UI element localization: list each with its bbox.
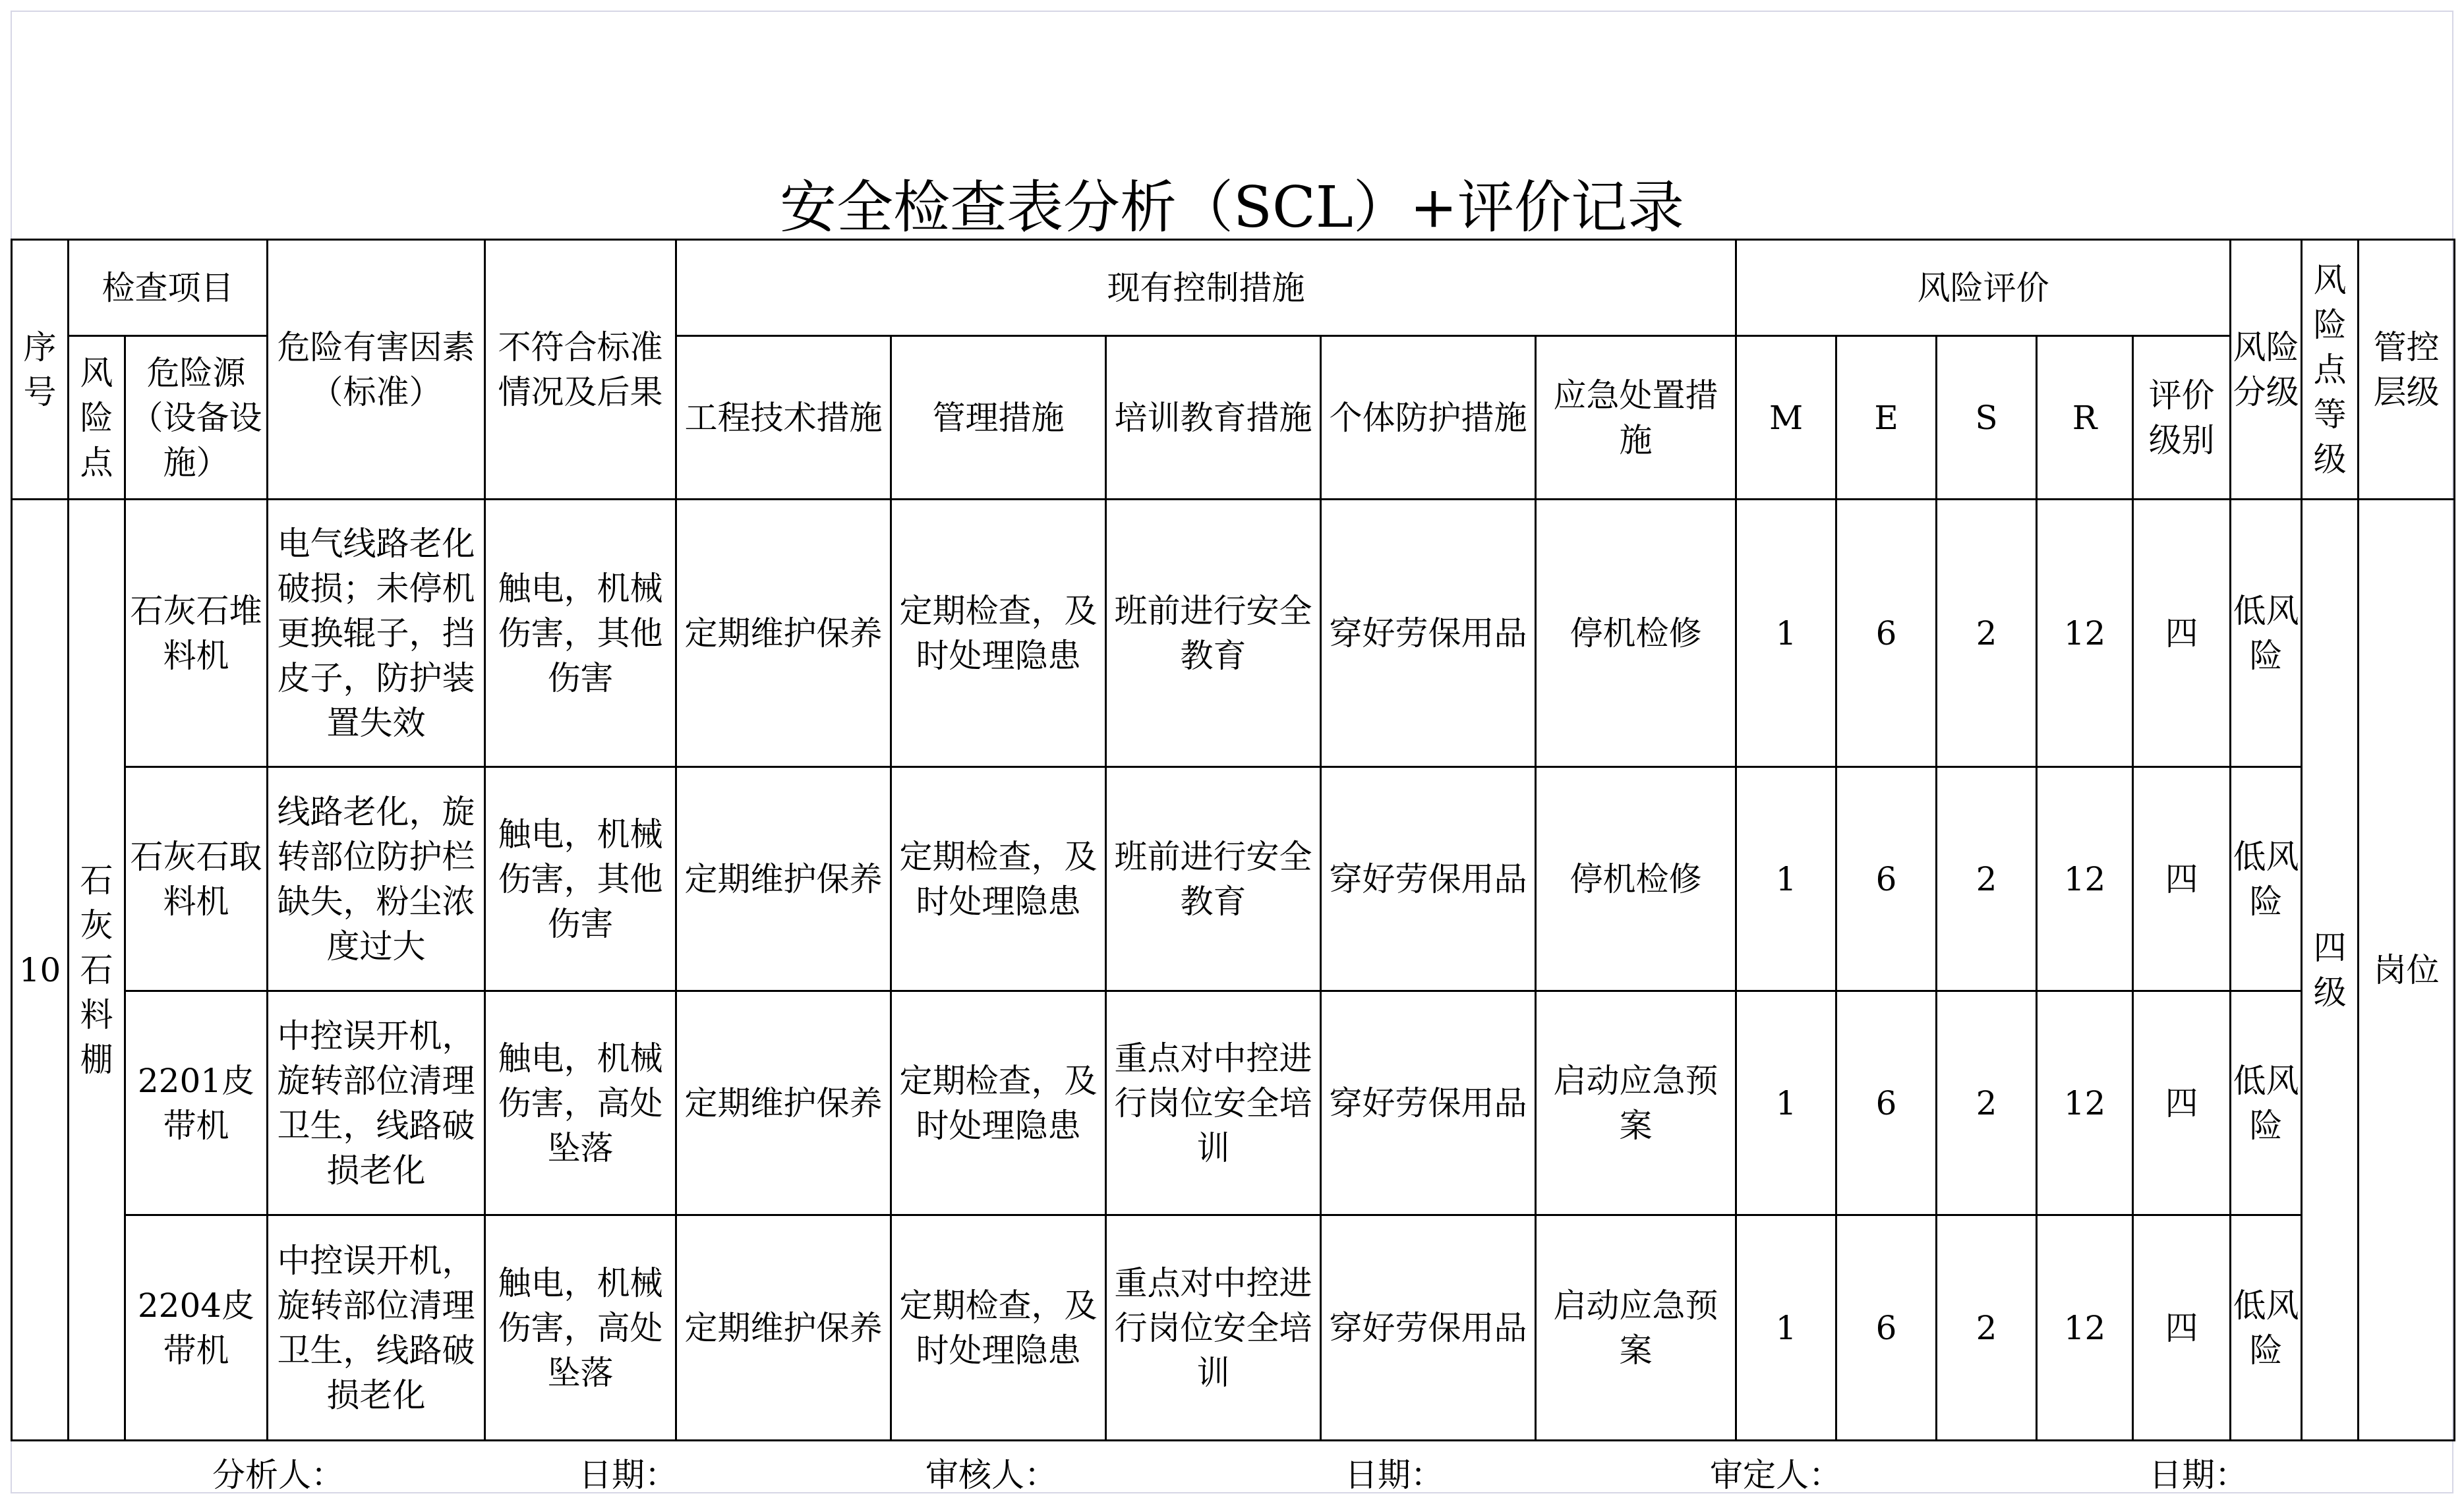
r-cell: 12	[2037, 500, 2133, 767]
risk-grade-cell: 低风险	[2231, 500, 2302, 767]
ppe-cell: 穿好劳保用品	[1321, 1215, 1536, 1441]
eval-level-cell: 四	[2133, 500, 2231, 767]
hazard-factor-cell: 中控误开机，旋转部位清理卫生，线路破损老化	[268, 1215, 485, 1441]
point-grade-header: 风险点等级	[2302, 240, 2359, 500]
m-cell: 1	[1736, 767, 1836, 991]
ppe-cell: 穿好劳保用品	[1321, 500, 1536, 767]
check-item-header: 检查项目	[69, 240, 268, 336]
training-cell: 重点对中控进行岗位安全培训	[1106, 1215, 1321, 1441]
risk-grade-cell: 低风险	[2231, 1215, 2302, 1441]
s-cell: 2	[1937, 767, 2037, 991]
management-cell: 定期检查，及时处理隐患	[891, 991, 1106, 1215]
existing-controls-header: 现有控制措施	[676, 240, 1736, 336]
hazard-factor-header: 危险有害因素（标准）	[268, 240, 485, 500]
training-cell: 班前进行安全教育	[1106, 767, 1321, 991]
table-row	[12, 767, 2455, 991]
engineering-header: 工程技术措施	[676, 336, 891, 500]
hazard-factor-cell: 电气线路老化破损；未停机更换辊子，挡皮子，防护装置失效	[268, 500, 485, 767]
nonconformity-cell: 触电，机械伤害，高处坠落	[485, 991, 676, 1215]
management-cell: 定期检查，及时处理隐患	[891, 500, 1106, 767]
nonconformity-cell: 触电，机械伤害，其他伤害	[485, 500, 676, 767]
eval-level-cell: 四	[2133, 991, 2231, 1215]
m-header: M	[1736, 336, 1836, 500]
nonconformity-cell: 触电，机械伤害，其他伤害	[485, 767, 676, 991]
management-cell: 定期检查，及时处理隐患	[891, 767, 1106, 991]
emergency-cell: 启动应急预案	[1536, 991, 1736, 1215]
engineering-cell: 定期维护保养	[676, 991, 891, 1215]
emergency-cell: 停机检修	[1536, 500, 1736, 767]
r-cell: 12	[2037, 1215, 2133, 1441]
table-row	[12, 500, 2455, 767]
s-cell: 2	[1937, 1215, 2037, 1441]
emergency-cell: 停机检修	[1536, 767, 1736, 991]
seq-header: 序号	[12, 240, 69, 500]
risk-grade-header: 风险分级	[2231, 240, 2302, 500]
m-cell: 1	[1736, 991, 1836, 1215]
approver-label: 审定人：	[1710, 1456, 1842, 1494]
e-cell: 6	[1836, 1215, 1937, 1441]
analyst-label: 分析人：	[212, 1456, 344, 1494]
e-cell: 6	[1836, 500, 1937, 767]
nonconformity-cell: 触电，机械伤害，高处坠落	[485, 1215, 676, 1441]
ppe-header: 个体防护措施	[1321, 336, 1536, 500]
m-cell: 1	[1736, 1215, 1836, 1441]
r-cell: 12	[2037, 991, 2133, 1215]
e-cell: 6	[1836, 767, 1937, 991]
date-label-3: 日期：	[2149, 1456, 2248, 1494]
engineering-cell: 定期维护保养	[676, 1215, 891, 1441]
header-row-1	[12, 240, 2455, 336]
nonconformity-header: 不符合标准情况及后果	[485, 240, 676, 500]
training-cell: 重点对中控进行岗位安全培训	[1106, 991, 1321, 1215]
seq-cell: 10	[12, 500, 69, 1441]
s-cell: 2	[1937, 991, 2037, 1215]
hazard-source-header: 危险源（设备设施）	[125, 336, 268, 500]
hazard-source-cell: 2204皮带机	[125, 1215, 268, 1441]
date-label-2: 日期：	[1345, 1456, 1444, 1494]
risk-point-cell: 石灰石料棚	[69, 500, 125, 1441]
hazard-source-cell: 2201皮带机	[125, 991, 268, 1215]
training-cell: 班前进行安全教育	[1106, 500, 1321, 767]
r-cell: 12	[2037, 767, 2133, 991]
eval-level-cell: 四	[2133, 767, 2231, 991]
hazard-source-cell: 石灰石取料机	[125, 767, 268, 991]
ppe-cell: 穿好劳保用品	[1321, 991, 1536, 1215]
r-header: R	[2037, 336, 2133, 500]
risk-eval-header: 风险评价	[1736, 240, 2231, 336]
scl-table	[11, 239, 2455, 1441]
hazard-source-cell: 石灰石堆料机	[125, 500, 268, 767]
management-header: 管理措施	[891, 336, 1106, 500]
risk-grade-cell: 低风险	[2231, 767, 2302, 991]
control-level-cell: 岗位	[2359, 500, 2455, 1441]
m-cell: 1	[1736, 500, 1836, 767]
reviewer-label: 审核人：	[925, 1456, 1057, 1494]
signature-footer	[0, 1447, 2464, 1503]
s-cell: 2	[1937, 500, 2037, 767]
control-level-header: 管控层级	[2359, 240, 2455, 500]
table-row	[12, 1215, 2455, 1441]
training-header: 培训教育措施	[1106, 336, 1321, 500]
hazard-factor-cell: 线路老化，旋转部位防护栏缺失，粉尘浓度过大	[268, 767, 485, 991]
engineering-cell: 定期维护保养	[676, 500, 891, 767]
s-header: S	[1937, 336, 2037, 500]
engineering-cell: 定期维护保养	[676, 767, 891, 991]
emergency-cell: 启动应急预案	[1536, 1215, 1736, 1441]
eval-level-header: 评价级别	[2133, 336, 2231, 500]
page-title: 安全检查表分析（SCL）+评价记录	[780, 175, 1684, 241]
eval-level-cell: 四	[2133, 1215, 2231, 1441]
table-row	[12, 991, 2455, 1215]
hazard-factor-cell: 中控误开机，旋转部位清理卫生，线路破损老化	[268, 991, 485, 1215]
e-cell: 6	[1836, 991, 1937, 1215]
e-header: E	[1836, 336, 1937, 500]
risk-grade-cell: 低风险	[2231, 991, 2302, 1215]
date-label-1: 日期：	[579, 1456, 678, 1494]
risk-point-header: 风险点	[69, 336, 125, 500]
management-cell: 定期检查，及时处理隐患	[891, 1215, 1106, 1441]
point-grade-cell: 四级	[2302, 500, 2359, 1441]
ppe-cell: 穿好劳保用品	[1321, 767, 1536, 991]
emergency-header: 应急处置措施	[1536, 336, 1736, 500]
